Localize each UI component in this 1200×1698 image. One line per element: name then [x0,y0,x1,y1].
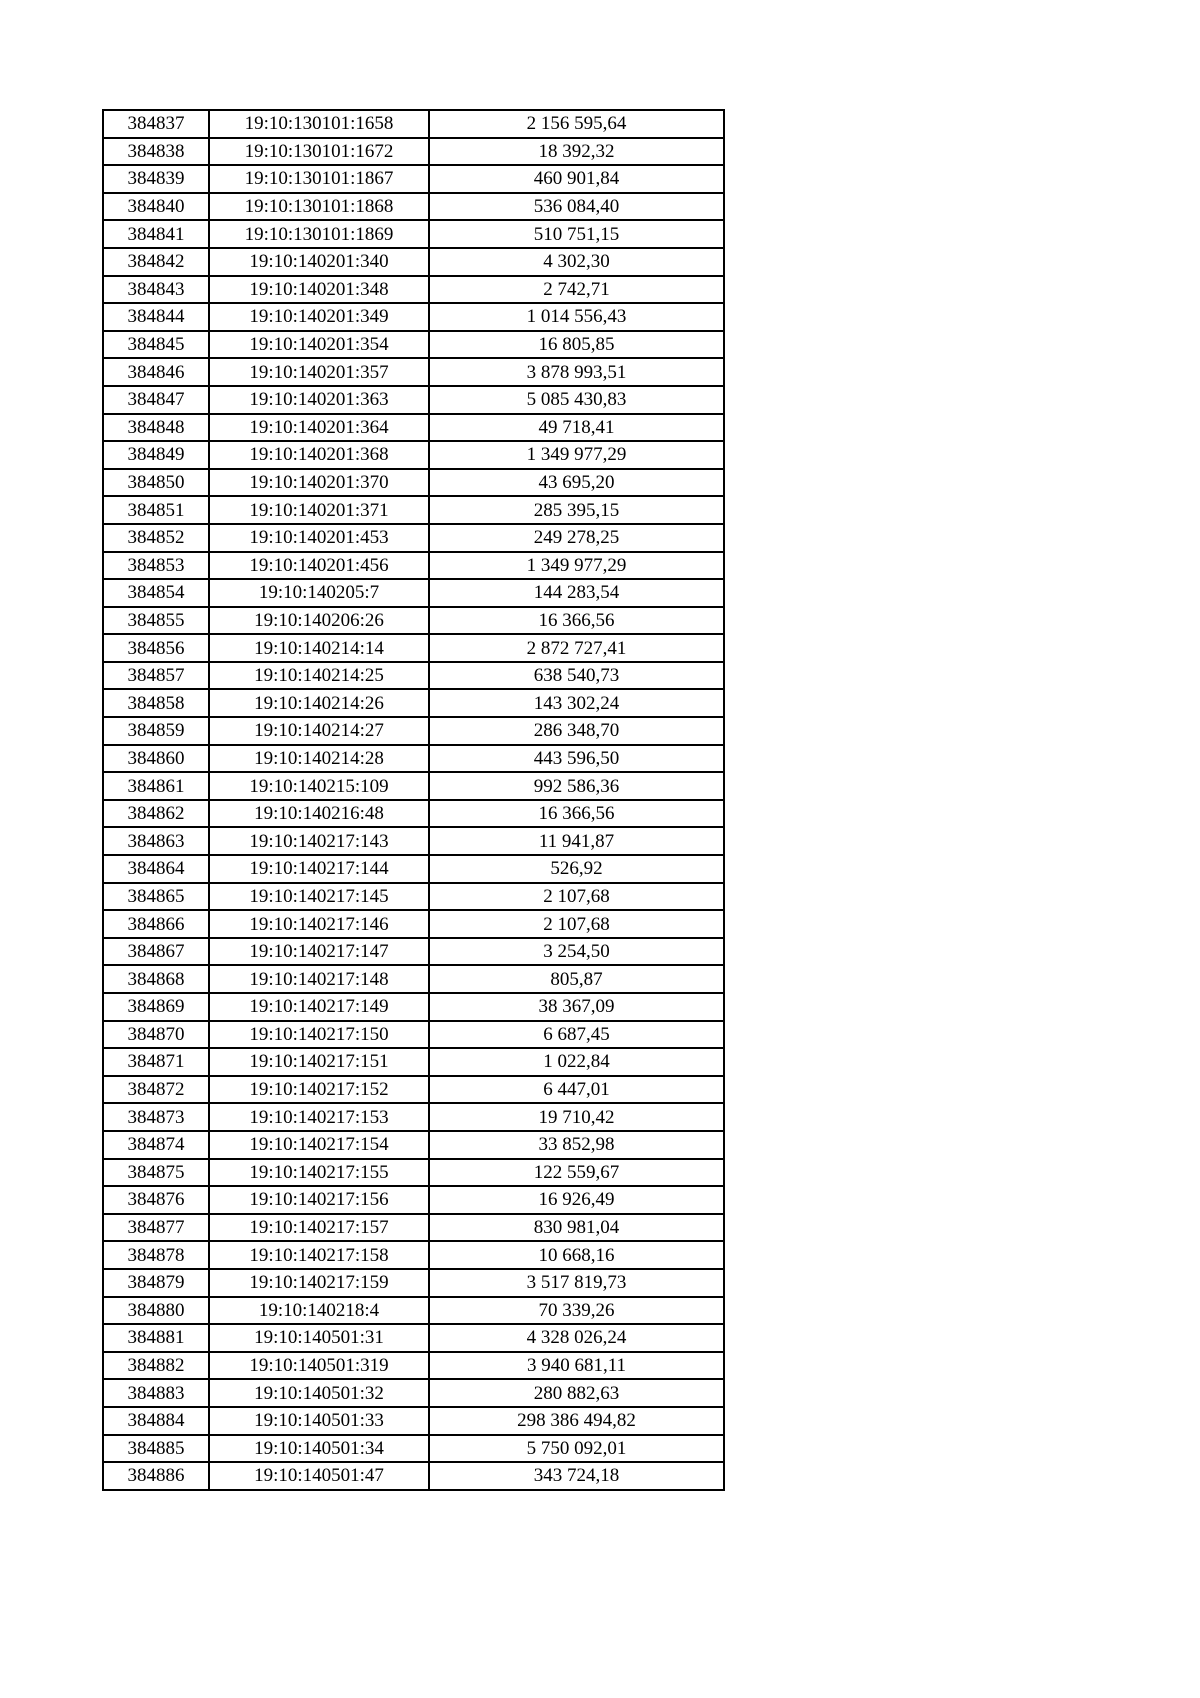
row-number-cell: 384861 [103,772,209,800]
value-cell: 3 254,50 [429,938,724,966]
row-number-cell: 384853 [103,552,209,580]
row-number-cell: 384847 [103,386,209,414]
row-number-cell: 384845 [103,331,209,359]
value-cell: 1 022,84 [429,1048,724,1076]
value-cell: 144 283,54 [429,579,724,607]
cadastral-number-cell: 19:10:140214:28 [209,745,429,773]
value-cell: 638 540,73 [429,662,724,690]
table-row [103,772,724,800]
value-cell: 1 349 977,29 [429,552,724,580]
row-number-cell: 384838 [103,138,209,166]
table-row [103,469,724,497]
value-cell: 526,92 [429,855,724,883]
cadastral-number-cell: 19:10:130101:1868 [209,193,429,221]
cadastral-number-cell: 19:10:140501:319 [209,1352,429,1380]
table-row [103,358,724,386]
cadastral-number-cell: 19:10:140201:364 [209,414,429,442]
cadastral-number-cell: 19:10:140217:150 [209,1021,429,1049]
value-cell: 830 981,04 [429,1214,724,1242]
value-cell: 298 386 494,82 [429,1407,724,1435]
table-row [103,1462,724,1490]
value-cell: 1 014 556,43 [429,303,724,331]
value-cell: 122 559,67 [429,1159,724,1187]
row-number-cell: 384880 [103,1297,209,1325]
table-row [103,276,724,304]
cadastral-number-cell: 19:10:140201:357 [209,358,429,386]
value-cell: 510 751,15 [429,220,724,248]
row-number-cell: 384849 [103,441,209,469]
value-cell: 16 366,56 [429,607,724,635]
table-row [103,110,724,138]
value-cell: 70 339,26 [429,1297,724,1325]
table-row [103,1379,724,1407]
row-number-cell: 384874 [103,1131,209,1159]
table-row [103,220,724,248]
value-cell: 19 710,42 [429,1103,724,1131]
table-row [103,165,724,193]
row-number-cell: 384873 [103,1103,209,1131]
row-number-cell: 384856 [103,634,209,662]
cadastral-number-cell: 19:10:140217:158 [209,1241,429,1269]
value-cell: 4 328 026,24 [429,1324,724,1352]
table-row [103,1269,724,1297]
table-row [103,524,724,552]
data-table [102,109,725,1491]
table-row [103,855,724,883]
table-row [103,1435,724,1463]
value-cell: 2 742,71 [429,276,724,304]
row-number-cell: 384871 [103,1048,209,1076]
row-number-cell: 384837 [103,110,209,138]
row-number-cell: 384866 [103,910,209,938]
row-number-cell: 384839 [103,165,209,193]
cadastral-number-cell: 19:10:140218:4 [209,1297,429,1325]
table-row [103,248,724,276]
value-cell: 285 395,15 [429,496,724,524]
value-cell: 805,87 [429,965,724,993]
cadastral-number-cell: 19:10:140214:26 [209,689,429,717]
table-row [103,193,724,221]
cadastral-number-cell: 19:10:140217:152 [209,1076,429,1104]
value-cell: 6 687,45 [429,1021,724,1049]
table-row [103,1241,724,1269]
table-row [103,496,724,524]
cadastral-number-cell: 19:10:130101:1658 [209,110,429,138]
table-row [103,579,724,607]
row-number-cell: 384841 [103,220,209,248]
table-row [103,689,724,717]
cadastral-number-cell: 19:10:140217:156 [209,1186,429,1214]
table-row [103,1324,724,1352]
row-number-cell: 384885 [103,1435,209,1463]
value-cell: 5 085 430,83 [429,386,724,414]
row-number-cell: 384882 [103,1352,209,1380]
row-number-cell: 384879 [103,1269,209,1297]
cadastral-number-cell: 19:10:140201:349 [209,303,429,331]
row-number-cell: 384864 [103,855,209,883]
table-row [103,1352,724,1380]
cadastral-number-cell: 19:10:140217:143 [209,827,429,855]
row-number-cell: 384851 [103,496,209,524]
row-number-cell: 384852 [103,524,209,552]
row-number-cell: 384844 [103,303,209,331]
row-number-cell: 384886 [103,1462,209,1490]
value-cell: 443 596,50 [429,745,724,773]
cadastral-number-cell: 19:10:140217:154 [209,1131,429,1159]
cadastral-number-cell: 19:10:140214:25 [209,662,429,690]
table-row [103,634,724,662]
row-number-cell: 384840 [103,193,209,221]
row-number-cell: 384865 [103,883,209,911]
cadastral-number-cell: 19:10:140206:26 [209,607,429,635]
table-row [103,993,724,1021]
cadastral-number-cell: 19:10:140201:453 [209,524,429,552]
cadastral-number-cell: 19:10:140501:33 [209,1407,429,1435]
row-number-cell: 384863 [103,827,209,855]
row-number-cell: 384843 [103,276,209,304]
cadastral-number-cell: 19:10:140217:147 [209,938,429,966]
value-cell: 992 586,36 [429,772,724,800]
value-cell: 3 940 681,11 [429,1352,724,1380]
table-row [103,303,724,331]
cadastral-number-cell: 19:10:140201:368 [209,441,429,469]
table-row [103,938,724,966]
value-cell: 6 447,01 [429,1076,724,1104]
row-number-cell: 384875 [103,1159,209,1187]
cadastral-number-cell: 19:10:140217:144 [209,855,429,883]
table-row [103,745,724,773]
table-row [103,1214,724,1242]
cadastral-number-cell: 19:10:140217:159 [209,1269,429,1297]
cadastral-number-cell: 19:10:140201:456 [209,552,429,580]
row-number-cell: 384867 [103,938,209,966]
value-cell: 2 156 595,64 [429,110,724,138]
value-cell: 280 882,63 [429,1379,724,1407]
cadastral-number-cell: 19:10:140201:348 [209,276,429,304]
table-body [103,110,724,1490]
cadastral-number-cell: 19:10:140201:363 [209,386,429,414]
row-number-cell: 384877 [103,1214,209,1242]
row-number-cell: 384872 [103,1076,209,1104]
cadastral-number-cell: 19:10:140501:32 [209,1379,429,1407]
value-cell: 5 750 092,01 [429,1435,724,1463]
row-number-cell: 384869 [103,993,209,1021]
value-cell: 286 348,70 [429,717,724,745]
cadastral-number-cell: 19:10:140217:151 [209,1048,429,1076]
value-cell: 460 901,84 [429,165,724,193]
cadastral-number-cell: 19:10:140501:47 [209,1462,429,1490]
value-cell: 11 941,87 [429,827,724,855]
cadastral-number-cell: 19:10:140214:27 [209,717,429,745]
cadastral-number-cell: 19:10:140217:148 [209,965,429,993]
cadastral-number-cell: 19:10:140217:155 [209,1159,429,1187]
table-row [103,1186,724,1214]
table-row [103,1131,724,1159]
cadastral-number-cell: 19:10:140201:340 [209,248,429,276]
cadastral-number-cell: 19:10:140201:371 [209,496,429,524]
table-row [103,138,724,166]
table-row [103,1159,724,1187]
table-row [103,552,724,580]
cadastral-number-cell: 19:10:140201:354 [209,331,429,359]
table-row [103,414,724,442]
row-number-cell: 384862 [103,800,209,828]
cadastral-number-cell: 19:10:140217:146 [209,910,429,938]
value-cell: 3 878 993,51 [429,358,724,386]
table-row [103,1297,724,1325]
cadastral-number-cell: 19:10:140214:14 [209,634,429,662]
row-number-cell: 384850 [103,469,209,497]
value-cell: 2 107,68 [429,883,724,911]
table-row [103,800,724,828]
cadastral-number-cell: 19:10:140201:370 [209,469,429,497]
row-number-cell: 384876 [103,1186,209,1214]
value-cell: 38 367,09 [429,993,724,1021]
table-row [103,827,724,855]
row-number-cell: 384855 [103,607,209,635]
cadastral-number-cell: 19:10:140217:153 [209,1103,429,1131]
row-number-cell: 384860 [103,745,209,773]
value-cell: 2 107,68 [429,910,724,938]
table-row [103,331,724,359]
cadastral-number-cell: 19:10:140215:109 [209,772,429,800]
row-number-cell: 384881 [103,1324,209,1352]
cadastral-number-cell: 19:10:140205:7 [209,579,429,607]
value-cell: 16 366,56 [429,800,724,828]
cadastral-number-cell: 19:10:140501:31 [209,1324,429,1352]
cadastral-number-cell: 19:10:140217:149 [209,993,429,1021]
row-number-cell: 384842 [103,248,209,276]
cadastral-number-cell: 19:10:130101:1869 [209,220,429,248]
value-cell: 2 872 727,41 [429,634,724,662]
value-cell: 16 926,49 [429,1186,724,1214]
row-number-cell: 384848 [103,414,209,442]
row-number-cell: 384868 [103,965,209,993]
cadastral-number-cell: 19:10:130101:1867 [209,165,429,193]
value-cell: 536 084,40 [429,193,724,221]
value-cell: 143 302,24 [429,689,724,717]
table-row [103,1021,724,1049]
value-cell: 249 278,25 [429,524,724,552]
table-row [103,1048,724,1076]
cadastral-number-cell: 19:10:130101:1672 [209,138,429,166]
row-number-cell: 384857 [103,662,209,690]
row-number-cell: 384854 [103,579,209,607]
table-row [103,883,724,911]
value-cell: 4 302,30 [429,248,724,276]
value-cell: 3 517 819,73 [429,1269,724,1297]
value-cell: 18 392,32 [429,138,724,166]
table-row [103,386,724,414]
cadastral-number-cell: 19:10:140217:145 [209,883,429,911]
row-number-cell: 384858 [103,689,209,717]
row-number-cell: 384883 [103,1379,209,1407]
row-number-cell: 384870 [103,1021,209,1049]
value-cell: 343 724,18 [429,1462,724,1490]
value-cell: 33 852,98 [429,1131,724,1159]
value-cell: 1 349 977,29 [429,441,724,469]
table-row [103,910,724,938]
table-row [103,662,724,690]
table-row [103,441,724,469]
value-cell: 16 805,85 [429,331,724,359]
row-number-cell: 384846 [103,358,209,386]
table-row [103,607,724,635]
table-row [103,1103,724,1131]
cadastral-number-cell: 19:10:140217:157 [209,1214,429,1242]
value-cell: 43 695,20 [429,469,724,497]
value-cell: 10 668,16 [429,1241,724,1269]
table-row [103,717,724,745]
row-number-cell: 384878 [103,1241,209,1269]
table-row [103,1076,724,1104]
row-number-cell: 384884 [103,1407,209,1435]
table-row [103,1407,724,1435]
table-row [103,965,724,993]
row-number-cell: 384859 [103,717,209,745]
value-cell: 49 718,41 [429,414,724,442]
cadastral-number-cell: 19:10:140216:48 [209,800,429,828]
cadastral-number-cell: 19:10:140501:34 [209,1435,429,1463]
